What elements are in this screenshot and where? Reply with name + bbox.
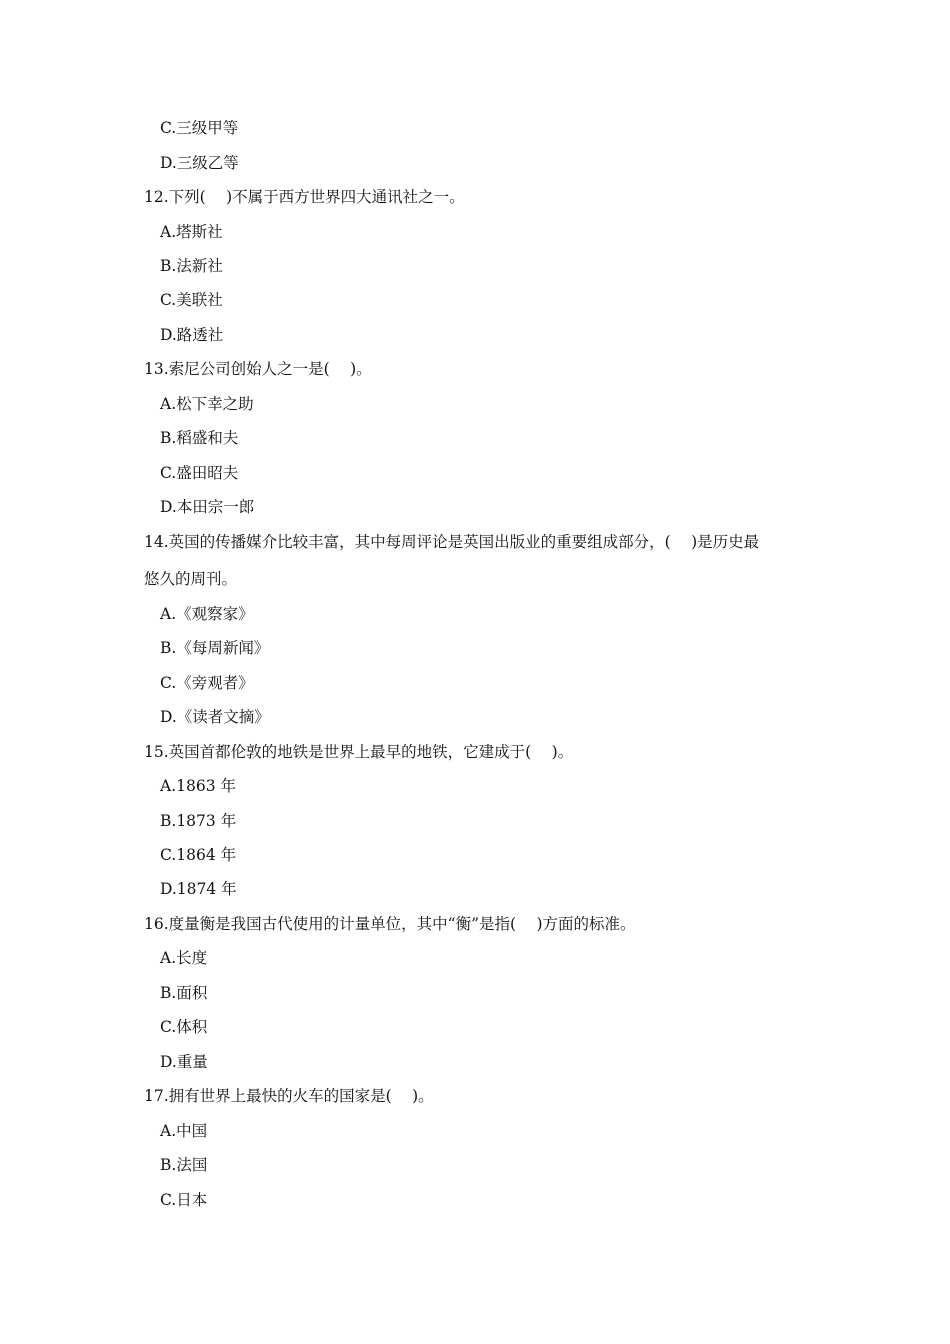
option-line: D.1874 年 xyxy=(160,880,237,898)
option-line: A.中国 xyxy=(160,1122,208,1140)
question-line: 17.拥有世界上最快的火车的国家是( )。 xyxy=(144,1087,434,1105)
option-line: A.长度 xyxy=(160,949,208,967)
option-line: B.法国 xyxy=(160,1156,208,1174)
option-line: A.塔斯社 xyxy=(160,223,223,241)
option-line: A.1863 年 xyxy=(160,777,236,795)
option-line: D.重量 xyxy=(160,1053,208,1071)
question-line: 15.英国首都伦敦的地铁是世界上最早的地铁，它建成于( )。 xyxy=(144,743,574,761)
option-line: B.稻盛和夫 xyxy=(160,429,239,447)
option-line: A.《观察家》 xyxy=(160,605,254,623)
option-line: C.日本 xyxy=(160,1191,208,1209)
option-line: B.法新社 xyxy=(160,257,223,275)
option-line: D.路透社 xyxy=(160,326,224,344)
option-line: C.1864 年 xyxy=(160,846,237,864)
question-line: 14.英国的传播媒介比较丰富，其中每周评论是英国出版业的重要组成部分，( )是历史最 xyxy=(144,533,760,551)
option-line: C.《旁观者》 xyxy=(160,674,254,692)
option-line: C.盛田昭夫 xyxy=(160,464,239,482)
question-line: 12.下列( )不属于西方世界四大通讯社之一。 xyxy=(144,188,465,206)
option-line: D.本田宗一郎 xyxy=(160,498,255,516)
option-line: D.三级乙等 xyxy=(160,154,239,172)
option-line: D.《读者文摘》 xyxy=(160,708,270,726)
option-line: A.松下幸之助 xyxy=(160,395,254,413)
option-line: C.美联社 xyxy=(160,291,223,309)
option-line: C.三级甲等 xyxy=(160,119,239,137)
question-line-continuation: 悠久的周刊。 xyxy=(144,570,238,588)
option-line: B.面积 xyxy=(160,984,208,1002)
question-line: 16.度量衡是我国古代使用的计量单位，其中“衡”是指( )方面的标准。 xyxy=(144,915,636,933)
question-line: 13.索尼公司创始人之一是( )。 xyxy=(144,360,372,378)
option-line: C.体积 xyxy=(160,1018,208,1036)
option-line: B.1873 年 xyxy=(160,812,237,830)
option-line: B.《每周新闻》 xyxy=(160,639,270,657)
